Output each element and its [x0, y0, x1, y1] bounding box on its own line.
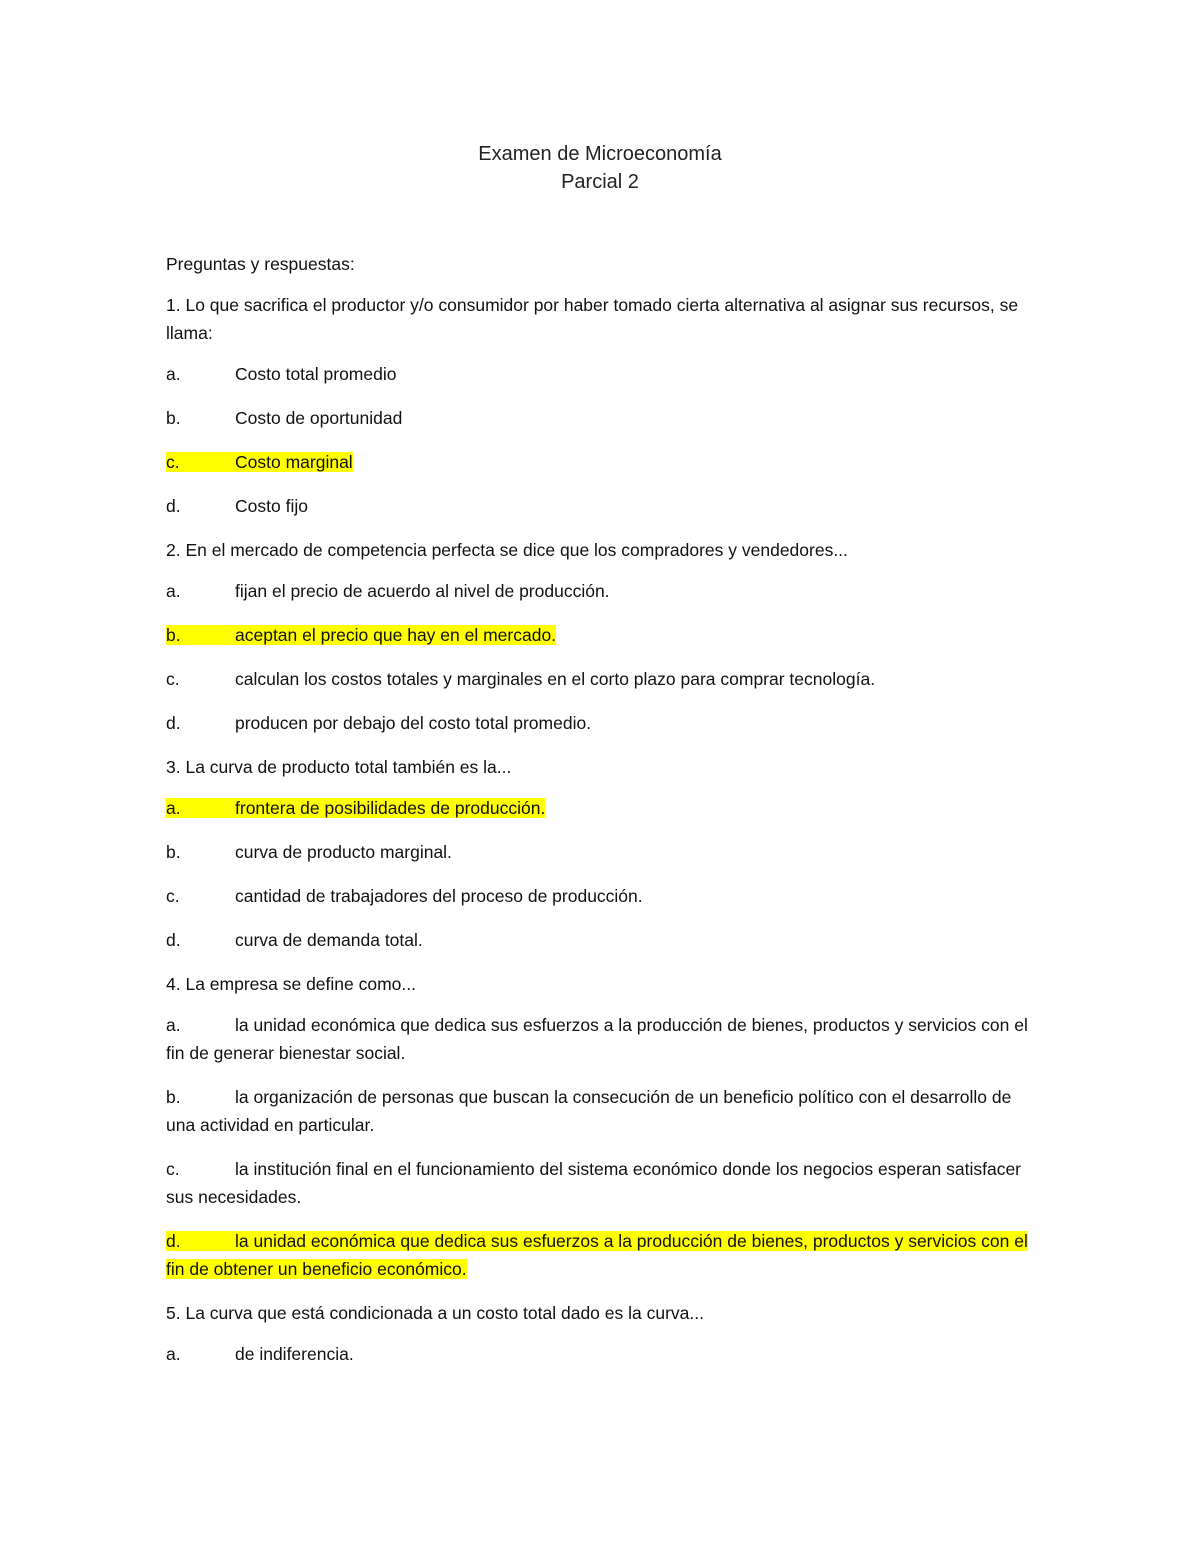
- option-label: Costo total promedio: [235, 364, 397, 384]
- answer-text: [166, 842, 452, 862]
- answer-option: [166, 882, 1036, 910]
- option-letter: a.: [166, 798, 181, 818]
- answer-text: [166, 1159, 1021, 1207]
- option-label: calculan los costos totales y marginales en el corto plazo para comprar tecnología.: [235, 669, 876, 689]
- question-text: 4. La empresa se define como...: [166, 974, 416, 994]
- option-label: aceptan el precio que hay en el mercado.: [235, 625, 557, 645]
- answer-text: [166, 1344, 354, 1364]
- answer-text: [166, 581, 610, 601]
- questions-list: [166, 291, 1036, 1368]
- option-letter: a.: [166, 581, 181, 601]
- answer-option: [166, 1083, 1036, 1139]
- option-label: la organización de personas que buscan la consecución de un beneficio político con el desarrollo de una actividad en particular.: [166, 1087, 1012, 1135]
- option-letter: a.: [166, 1344, 181, 1364]
- answer-option: [166, 448, 1036, 476]
- option-label: Costo fijo: [235, 496, 308, 516]
- intro-text: Preguntas y respuestas:: [166, 254, 355, 274]
- option-letter: a.: [166, 1015, 181, 1035]
- answer-option: [166, 926, 1036, 954]
- answer-text: [166, 713, 591, 733]
- option-label: la institución final en el funcionamiento del sistema económico donde los negocios esperan satisfacer sus necesidades.: [166, 1159, 1022, 1207]
- answer-option: [166, 492, 1036, 520]
- option-label: la unidad económica que dedica sus esfuerzos a la producción de bienes, productos y servicios con el fin de obtener un beneficio económico.: [166, 1231, 1028, 1279]
- option-letter: b.: [166, 625, 181, 645]
- option-letter: a.: [166, 364, 181, 384]
- options-list: [166, 577, 1036, 737]
- option-letter: c.: [166, 452, 180, 472]
- option-letter: b.: [166, 842, 181, 862]
- answer-option: [166, 794, 1036, 822]
- highlighted-answer: [166, 625, 556, 645]
- option-label: producen por debajo del costo total promedio.: [235, 713, 592, 733]
- option-label: fijan el precio de acuerdo al nivel de producción.: [235, 581, 610, 601]
- answer-option: [166, 1227, 1036, 1283]
- option-letter: d.: [166, 1231, 181, 1251]
- answer-text: [166, 364, 396, 384]
- highlighted-answer: [166, 452, 353, 472]
- option-label: curva de producto marginal.: [235, 842, 452, 862]
- answer-option: [166, 621, 1036, 649]
- option-letter: b.: [166, 1087, 181, 1107]
- option-label: la unidad económica que dedica sus esfuerzos a la producción de bienes, productos y servicios con el fin de generar bienestar social.: [166, 1015, 1028, 1063]
- option-label: frontera de posibilidades de producción.: [235, 798, 546, 818]
- answer-option: [166, 404, 1036, 432]
- answer-text: [166, 930, 423, 950]
- answer-option: [166, 1011, 1036, 1067]
- option-letter: c.: [166, 886, 180, 906]
- answer-text: [166, 886, 643, 906]
- question-text: 5. La curva que está condicionada a un costo total dado es la curva...: [166, 1303, 704, 1323]
- answer-option: [166, 709, 1036, 737]
- option-letter: b.: [166, 408, 181, 428]
- page-subtitle: Parcial 2: [561, 171, 639, 193]
- answer-option: [166, 577, 1036, 605]
- option-label: de indiferencia.: [235, 1344, 354, 1364]
- answer-text: [166, 1015, 1028, 1063]
- option-label: Costo marginal: [235, 452, 353, 472]
- highlighted-answer: [166, 798, 545, 818]
- option-letter: c.: [166, 1159, 180, 1179]
- options-list: [166, 360, 1036, 520]
- title-block: [0, 140, 1200, 196]
- option-letter: c.: [166, 669, 180, 689]
- option-letter: d.: [166, 713, 181, 733]
- answer-text: [166, 1087, 1011, 1135]
- options-list: [166, 794, 1036, 954]
- option-label: Costo de oportunidad: [235, 408, 403, 428]
- answer-option: [166, 665, 1036, 693]
- options-list: [166, 1011, 1036, 1283]
- option-letter: d.: [166, 496, 181, 516]
- answer-text: [166, 496, 308, 516]
- answer-option: [166, 360, 1036, 388]
- answer-text: [166, 669, 875, 689]
- question-text: 1. Lo que sacrifica el productor y/o consumidor por haber tomado cierta alternativa al asignar sus recursos, se llama:: [166, 295, 1019, 343]
- question-text: 3. La curva de producto total también es la...: [166, 757, 512, 777]
- answer-text: [166, 408, 402, 428]
- page-title: Examen de Microeconomía: [478, 143, 722, 165]
- option-label: cantidad de trabajadores del proceso de producción.: [235, 886, 643, 906]
- option-letter: d.: [166, 930, 181, 950]
- answer-option: [166, 1340, 1036, 1368]
- highlighted-answer: [166, 1231, 1028, 1279]
- answer-option: [166, 1155, 1036, 1211]
- question-text: 2. En el mercado de competencia perfecta se dice que los compradores y vendedores...: [166, 540, 848, 560]
- document-body: [166, 250, 1036, 1384]
- option-label: curva de demanda total.: [235, 930, 423, 950]
- options-list: [166, 1340, 1036, 1368]
- answer-option: [166, 838, 1036, 866]
